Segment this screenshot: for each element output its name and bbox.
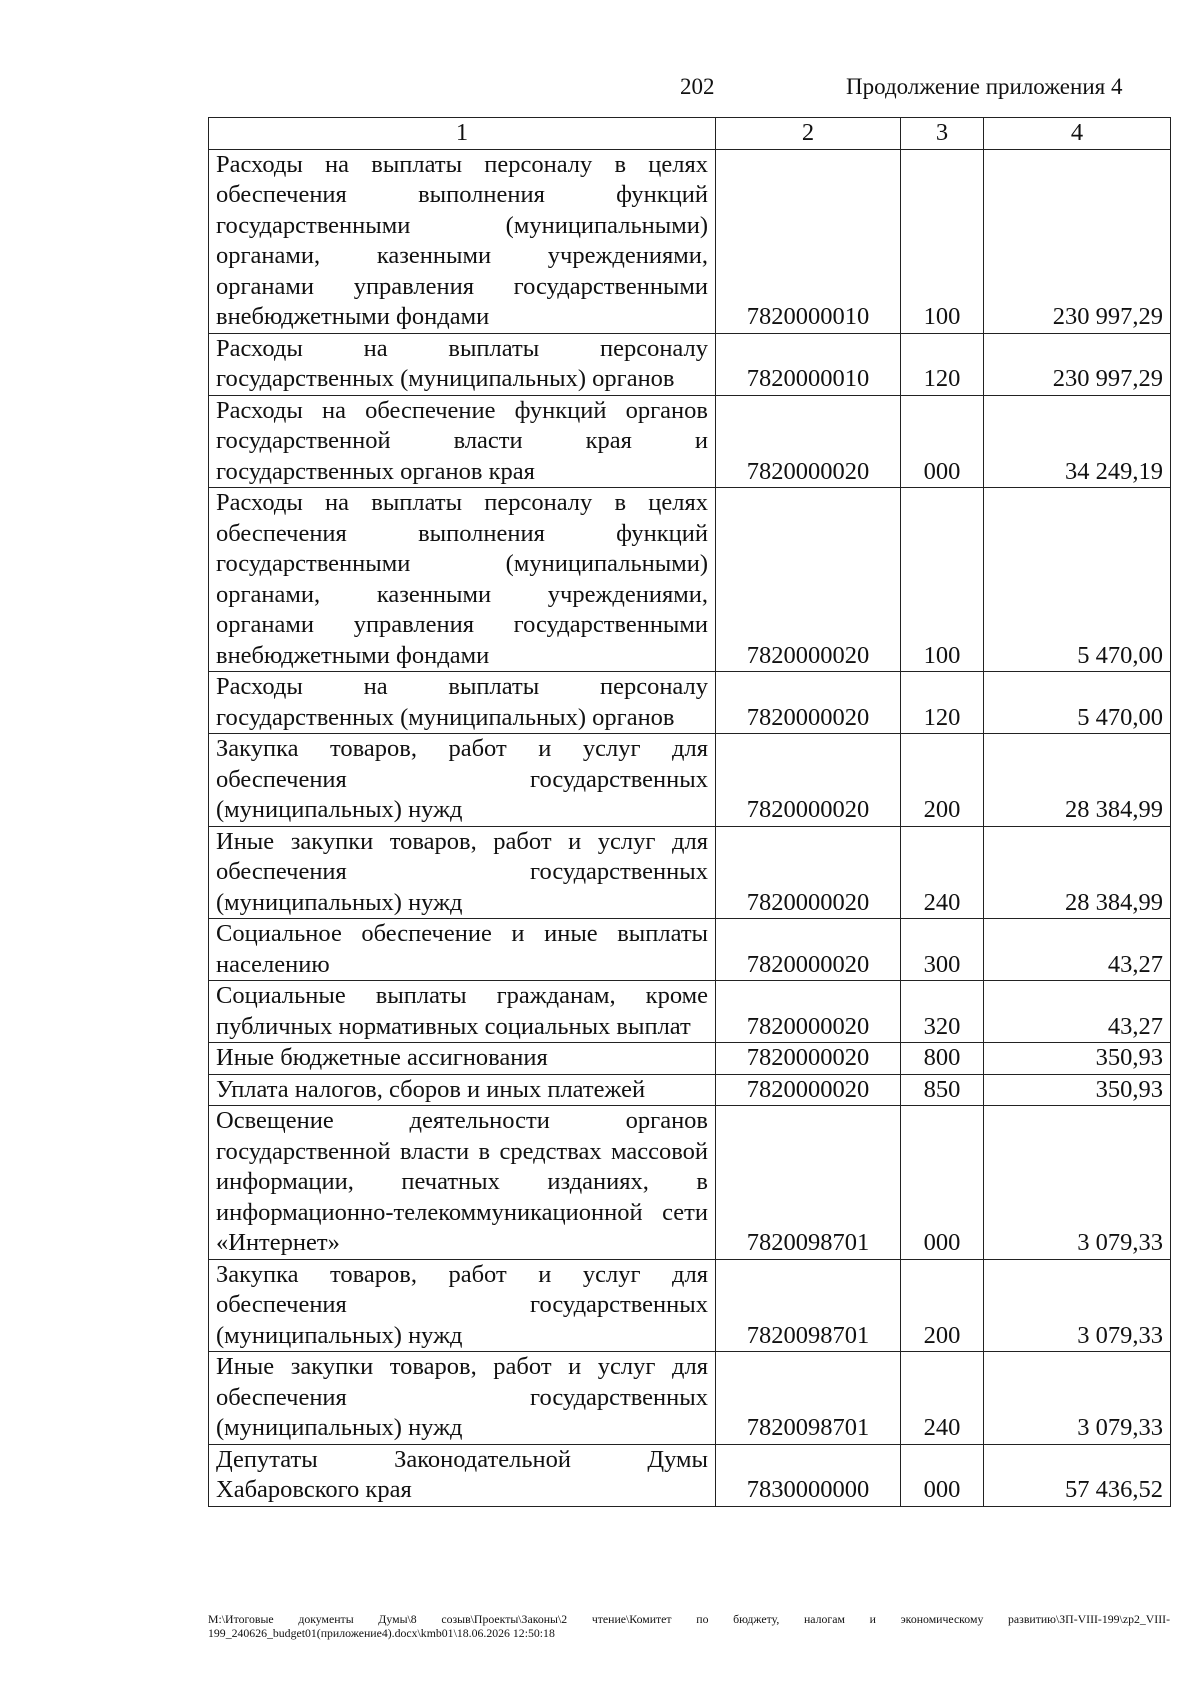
document-file-path: M:\Итоговые документы Думы\8 созыв\Проекты\Законы\2 чтение\Комитет по бюджету, налогам и экономическому развитию\ЗП-VIII-199\zp2_VIII-199_240626_budget01(приложение4).docx\kmb01\18.06.2026 12:50:18 (208, 1612, 1170, 1640)
page-number: 202 (680, 74, 715, 99)
table-row (209, 919, 1171, 981)
expense-type-code: 000 (901, 1444, 984, 1506)
table-row (209, 826, 1171, 919)
column-header-3: 3 (901, 118, 984, 150)
expense-name: Закупка товаров, работ и услуг для обеспечения государственных (муниципальных) нужд (209, 1259, 716, 1352)
expense-name: Социальное обеспечение и иные выплаты населению (209, 919, 716, 981)
amount: 230 997,29 (984, 333, 1171, 395)
amount: 57 436,52 (984, 1444, 1171, 1506)
target-item-code: 7820098701 (716, 1352, 901, 1445)
target-item-code: 7820000010 (716, 333, 901, 395)
expense-type-code: 800 (901, 1043, 984, 1075)
target-item-code: 7820000020 (716, 981, 901, 1043)
expense-type-code: 200 (901, 1259, 984, 1352)
expense-name: Социальные выплаты гражданам, кроме публичных нормативных социальных выплат (209, 981, 716, 1043)
table-row (209, 734, 1171, 827)
table-row (209, 1074, 1171, 1106)
amount: 230 997,29 (984, 149, 1171, 333)
expense-type-code: 240 (901, 826, 984, 919)
amount: 3 079,33 (984, 1259, 1171, 1352)
target-item-code: 7830000000 (716, 1444, 901, 1506)
target-item-code: 7820000020 (716, 488, 901, 672)
expense-name: Депутаты Законодательной Думы Хабаровского края (209, 1444, 716, 1506)
amount: 28 384,99 (984, 826, 1171, 919)
table-row (209, 1352, 1171, 1445)
expense-name: Расходы на обеспечение функций органов государственной власти края и государственных органов края (209, 395, 716, 488)
amount: 43,27 (984, 981, 1171, 1043)
expense-type-code: 100 (901, 149, 984, 333)
amount: 28 384,99 (984, 734, 1171, 827)
expense-name: Иные закупки товаров, работ и услуг для обеспечения государственных (муниципальных) нужд (209, 826, 716, 919)
target-item-code: 7820000020 (716, 395, 901, 488)
table-row (209, 333, 1171, 395)
column-header-4: 4 (984, 118, 1171, 150)
target-item-code: 7820098701 (716, 1106, 901, 1260)
amount: 350,93 (984, 1043, 1171, 1075)
amount: 5 470,00 (984, 488, 1171, 672)
expense-type-code: 120 (901, 333, 984, 395)
appendix-continuation-label: Продолжение приложения 4 (846, 74, 1123, 99)
target-item-code: 7820098701 (716, 1259, 901, 1352)
expense-name: Расходы на выплаты персоналу в целях обеспечения выполнения функций государственными (муниципальными) органами, казенными учреждениями, органами управления государственными внебюджетными фондами (209, 149, 716, 333)
header-row (209, 118, 1171, 150)
expense-name: Расходы на выплаты персоналу в целях обеспечения выполнения функций государственными (муниципальными) органами, казенными учреждениями, органами управления государственными внебюджетными фондами (209, 488, 716, 672)
amount: 350,93 (984, 1074, 1171, 1106)
expense-type-code: 320 (901, 981, 984, 1043)
target-item-code: 7820000020 (716, 826, 901, 919)
target-item-code: 7820000020 (716, 1043, 901, 1075)
expense-name: Закупка товаров, работ и услуг для обеспечения государственных (муниципальных) нужд (209, 734, 716, 827)
expense-type-code: 240 (901, 1352, 984, 1445)
expense-type-code: 200 (901, 734, 984, 827)
expense-name: Иные закупки товаров, работ и услуг для обеспечения государственных (муниципальных) нужд (209, 1352, 716, 1445)
table-row (209, 488, 1171, 672)
table-row (209, 1043, 1171, 1075)
table-row (209, 1444, 1171, 1506)
expense-type-code: 000 (901, 1106, 984, 1260)
expense-type-code: 300 (901, 919, 984, 981)
table-row (209, 672, 1171, 734)
table-body (209, 149, 1171, 1506)
target-item-code: 7820000020 (716, 672, 901, 734)
expense-type-code: 000 (901, 395, 984, 488)
expense-name: Иные бюджетные ассигнования (209, 1043, 716, 1075)
table-row (209, 149, 1171, 333)
amount: 43,27 (984, 919, 1171, 981)
amount: 5 470,00 (984, 672, 1171, 734)
expense-type-code: 120 (901, 672, 984, 734)
target-item-code: 7820000010 (716, 149, 901, 333)
table-row (209, 981, 1171, 1043)
table-row (209, 1106, 1171, 1260)
column-header-1: 1 (209, 118, 716, 150)
expense-name: Расходы на выплаты персоналу государственных (муниципальных) органов (209, 672, 716, 734)
expense-type-code: 100 (901, 488, 984, 672)
target-item-code: 7820000020 (716, 734, 901, 827)
target-item-code: 7820000020 (716, 919, 901, 981)
table-header (209, 118, 1171, 150)
amount: 34 249,19 (984, 395, 1171, 488)
expense-name: Расходы на выплаты персоналу государственных (муниципальных) органов (209, 333, 716, 395)
table-row (209, 395, 1171, 488)
expense-type-code: 850 (901, 1074, 984, 1106)
amount: 3 079,33 (984, 1106, 1171, 1260)
expense-name: Уплата налогов, сборов и иных платежей (209, 1074, 716, 1106)
table-row (209, 1259, 1171, 1352)
budget-table (208, 117, 1171, 1507)
amount: 3 079,33 (984, 1352, 1171, 1445)
target-item-code: 7820000020 (716, 1074, 901, 1106)
column-header-2: 2 (716, 118, 901, 150)
expense-name: Освещение деятельности органов государственной власти в средствах массовой информации, печатных изданиях, в информационно-телекоммуникационной сети «Интернет» (209, 1106, 716, 1260)
